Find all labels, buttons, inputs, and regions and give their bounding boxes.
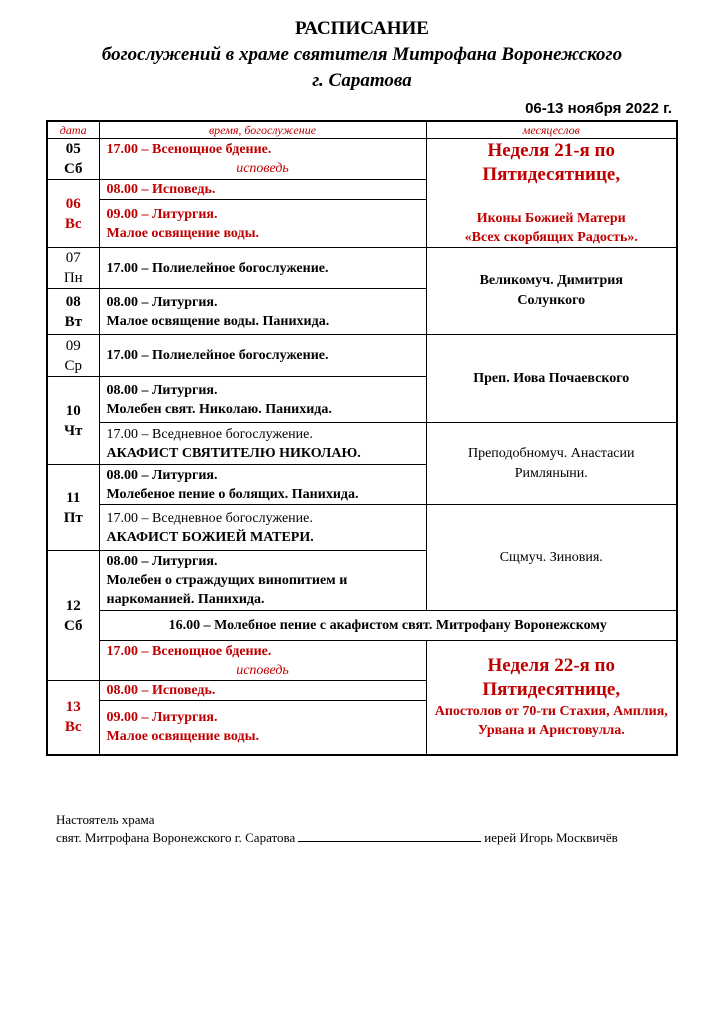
service-text: 17.00 – Вседневное богослужение. [106,426,313,442]
service-text: АКАФИСТ СВЯТИТЕЛЮ НИКОЛАЮ. [106,445,361,461]
service-cell [99,200,426,248]
page-subtitle: богослужений в храме святителя Митрофана Воронежского [101,44,623,65]
service-text: Малое освящение воды. [106,225,260,241]
calendar-saint: Преподобномуч. Анастасии [467,445,635,461]
column-header-service: время, богослужение [99,121,426,139]
calendar-cell [426,335,677,423]
service-text: Молебен о страждущих винопитием и [106,573,348,588]
signature-church: свят. Митрофана Воронежского г. Саратова [56,830,296,845]
column-header-date: дата [47,121,99,139]
calendar-cell [426,505,677,611]
service-text: 17.00 – Вседневное богослужение. [106,510,313,526]
calendar-feast-line: Апостолов от 70-ти Стахия, Амплия, Урвана и Аристовулла. [434,704,668,739]
calendar-cell [426,641,677,755]
date-cell [47,551,99,681]
schedule-period: 06-13 ноября 2022 г. [525,100,672,117]
service-cell [99,139,426,180]
date-number: 05 [65,141,81,157]
date-cell [47,289,99,335]
signature-title: Настоятель храма [56,812,155,827]
day-of-week: Вс [64,215,82,232]
day-of-week: Сб [63,617,83,634]
service-cell [99,551,426,611]
calendar-saint: Солункого [517,293,586,308]
service-cell [99,289,426,335]
table-row [47,641,677,681]
signature-priest: иерей Игорь Москвичёв [484,830,618,845]
service-text: 09.00 – Литургия. [106,710,218,726]
service-text: 08.00 – Литургия. [106,294,218,310]
service-note: исповедь [236,662,289,678]
service-cell: 17.00 – Полиелейное богослужение. [99,248,426,289]
day-of-week: Чт [64,422,83,439]
date-cell [47,377,99,465]
day-of-week: Пт [63,509,83,526]
calendar-feast-line: «Всех скорбящих Радость». [464,230,638,245]
date-number: 07 [65,250,81,266]
day-of-week: Ср [64,357,82,374]
date-cell [47,139,99,180]
date-number: 11 [66,489,81,506]
service-cell-wide: 16.00 – Молебное пение с акафистом свят. Митрофану Воронежскому [99,611,677,641]
service-cell [99,641,426,681]
date-number: 09 [65,337,81,354]
table-row [47,505,677,551]
table-row [47,423,677,465]
service-cell [99,377,426,423]
page-subtitle-city: г. Саратова [312,70,412,91]
table-row [47,335,677,377]
date-number: 12 [65,597,81,614]
service-text: 08.00 – Литургия. [106,554,218,569]
service-note: исповедь [236,161,289,176]
day-of-week: Сб [63,161,83,177]
calendar-saint: Преп. Иова Почаевского [473,370,630,386]
service-text: 08.00 – Литургия. [106,467,218,483]
date-cell [47,248,99,289]
service-cell [99,465,426,505]
calendar-cell [426,423,677,505]
table-row [47,248,677,289]
date-number: 10 [65,402,81,419]
column-header-calendar: месяцеслов [426,121,677,139]
date-number: 06 [65,195,81,212]
table-header-row [47,121,677,139]
day-of-week: Вс [64,719,82,736]
calendar-saint: Сщмуч. Зиновия. [499,549,603,565]
service-text: Малое освящение воды. [106,729,260,745]
service-text: 09.00 – Литургия. [106,206,218,222]
date-cell [47,681,99,755]
service-text: Молебеное пение о болящих. Панихида. [106,486,359,502]
service-cell [99,701,426,755]
page-title: РАСПИСАНИЕ [295,18,429,39]
date-cell [47,180,99,248]
date-cell [47,335,99,377]
calendar-feast-title: Неделя 22-я по Пятидесятнице, [482,655,621,701]
service-cell: 08.00 – Исповедь. [99,180,426,200]
service-text: 17.00 – Всенощное бдение. [106,142,272,157]
date-number: 13 [65,699,81,716]
service-text: АКАФИСТ БОЖИЕЙ МАТЕРИ. [106,529,314,545]
day-of-week: Вт [64,313,82,330]
date-number: 08 [65,293,81,310]
calendar-saint: Великомуч. Димитрия [479,273,623,288]
table-row [47,611,677,641]
service-cell [99,423,426,465]
service-text: 08.00 – Литургия. [106,382,218,398]
calendar-saint: Римляныни. [514,465,588,481]
service-text: 17.00 – Всенощное бдение. [106,643,272,659]
schedule-table [46,120,678,756]
service-cell: 08.00 – Исповедь. [99,681,426,701]
signature-blank [298,830,481,842]
service-text: Молебен свят. Николаю. Панихида. [106,401,332,417]
signature-line [56,830,618,846]
service-cell [99,505,426,551]
service-cell: 17.00 – Полиелейное богослужение. [99,335,426,377]
calendar-feast-title: Неделя 21-я по Пятидесятнице, [482,140,621,185]
calendar-cell [426,139,677,248]
calendar-cell [426,248,677,335]
date-cell [47,465,99,551]
calendar-feast-line: Иконы Божией Матери [476,211,626,226]
service-text: наркоманией. Панихида. [106,592,265,607]
day-of-week: Пн [63,270,83,286]
service-text: Малое освящение воды. Панихида. [106,313,330,329]
table-row [47,139,677,180]
